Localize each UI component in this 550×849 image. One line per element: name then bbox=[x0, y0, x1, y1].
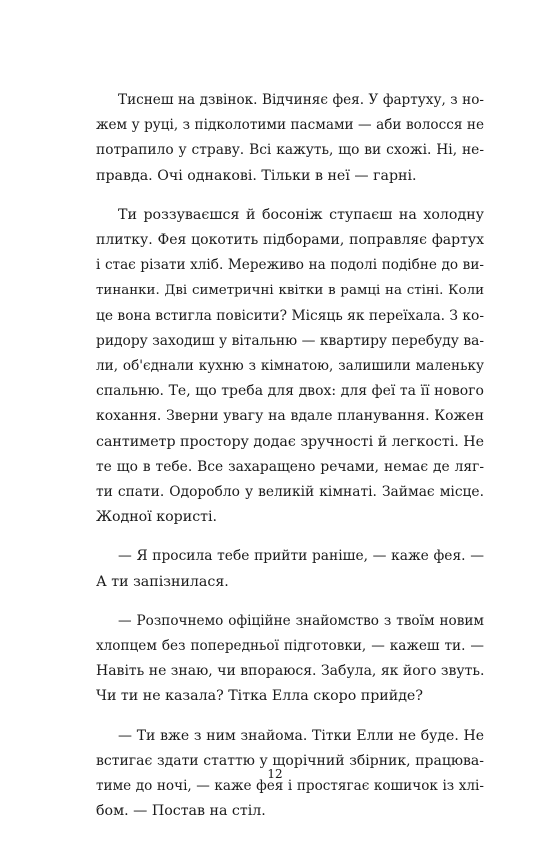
text-line: це вона встигла повісити? Місяць як переїхала. З ко- bbox=[96, 307, 485, 324]
text-line: хлопцем без попередньої підготовки, — кажеш ти. — bbox=[96, 638, 484, 655]
text-line: і стає різати хліб. Мереживо на подолі подібне до ви- bbox=[96, 257, 484, 274]
text-line: плитку. Фея цокотить підборами, поправляє фартух bbox=[96, 232, 484, 249]
text-line: Тиснеш на дзвінок. Відчиняє фея. У фартуху, з но- bbox=[118, 92, 484, 108]
text-line: сантиметр простору додає зручності й легкості. Не bbox=[96, 433, 485, 450]
text-line: — Я просила тебе прийти раніше, — каже фея. — bbox=[118, 548, 484, 565]
page-number: 12 bbox=[267, 767, 283, 781]
text-line: тиме до ночі, — каже фея і простягає кошичок із хлі- bbox=[96, 778, 484, 795]
text-line: встигає здати статтю у щорічний збірник, працюва- bbox=[96, 752, 484, 769]
text-line: Ти роззуваєшся й босоніж ступаєш на холодну bbox=[118, 206, 484, 223]
text-line: Навіть не знаю, чи впораюся. Забула, як його звуть. bbox=[96, 663, 485, 680]
paragraph-3 bbox=[96, 544, 484, 594]
text-line: Чи ти не казала? Тітка Елла скоро прийде? bbox=[96, 688, 423, 705]
text-line: те що в тебе. Все захаращено речами, немає де ляг- bbox=[96, 458, 484, 475]
text-line: А ти запізнилася. bbox=[96, 573, 229, 590]
body-text bbox=[96, 88, 484, 838]
text-line: бом. — Постав на стіл. bbox=[96, 803, 266, 820]
text-line: Жодної користі. bbox=[96, 509, 218, 526]
text-line: жем у руці, з підколотими пасмами — аби волосся не bbox=[96, 117, 484, 134]
text-line: — Ти вже з ним знайома. Тітки Елли не буде. Не bbox=[118, 727, 484, 744]
text-line: ридору заходиш у вітальню — квартиру перебуду ва- bbox=[96, 332, 484, 349]
text-line: ли, об'єднали кухню з кімнатою, залишили маленьку bbox=[96, 358, 484, 375]
text-line: спальню. Те, що треба для двох: для феї та її нового bbox=[96, 383, 484, 400]
text-line: — Розпочнемо офіційне знайомство з твоїм новим bbox=[118, 612, 484, 629]
text-line: правда. Очі однакові. Тільки в неї — гарні. bbox=[96, 167, 417, 184]
text-line: потрапило у страву. Всі кажуть, що ви схожі. Ні, не- bbox=[96, 142, 484, 159]
paragraph-2 bbox=[96, 203, 484, 531]
text-line: тинанки. Дві симетричні квітки в рамці на стіні. Коли bbox=[96, 283, 484, 299]
paragraph-1 bbox=[96, 88, 484, 189]
paragraph-4 bbox=[96, 609, 484, 710]
text-line: кохання. Зверни увагу на вдале планування. Кожен bbox=[96, 408, 484, 425]
text-line: ти спати. Одоробло у великій кімнаті. Займає місце. bbox=[96, 484, 484, 501]
